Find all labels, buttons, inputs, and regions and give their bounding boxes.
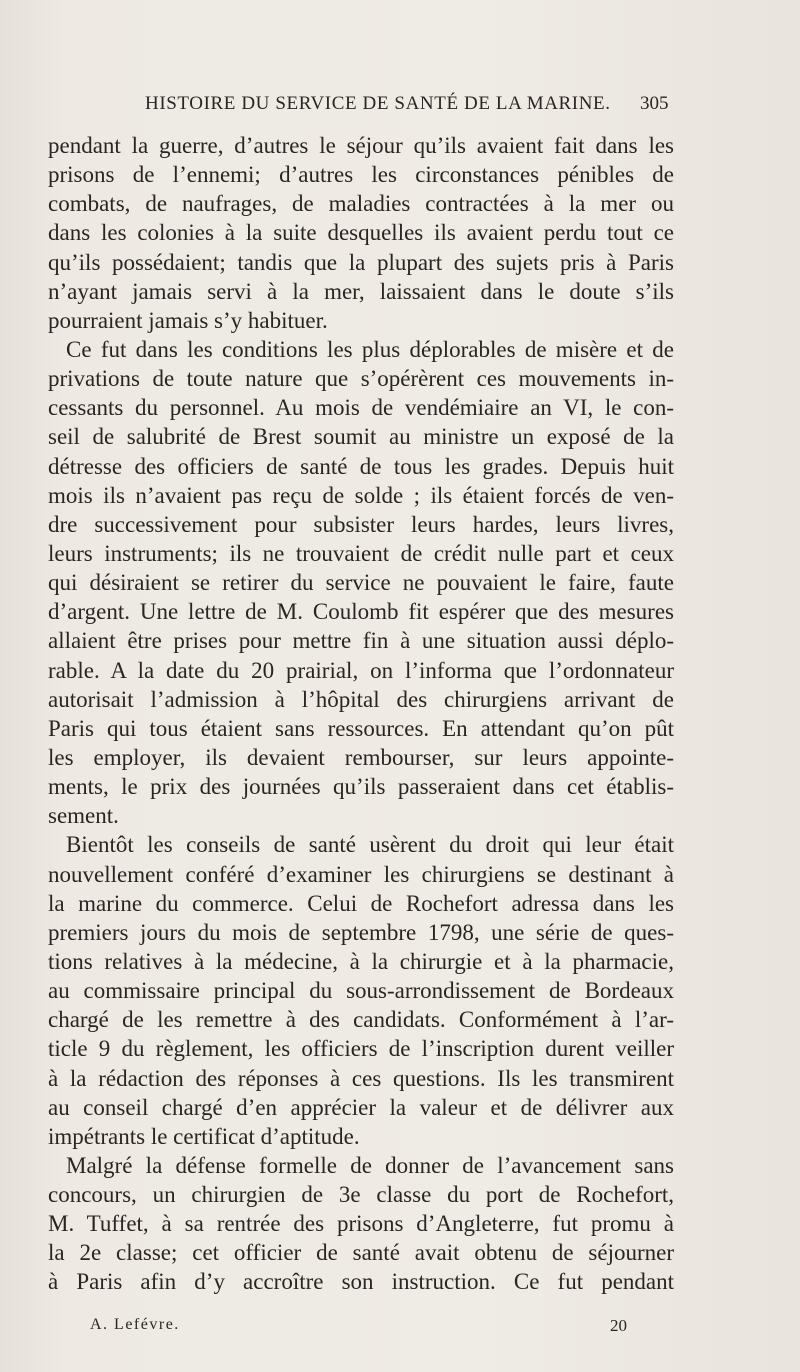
text-line: privations de toute nature que s’opérèrent ces mouvements in- xyxy=(48,366,674,392)
text-line: rable. A la date du 20 prairial, on l’informa que l’ordonnateur xyxy=(48,657,674,683)
sheet-number: 20 xyxy=(610,1316,627,1335)
text-line: combats, de naufrages, de maladies contractées à la mer ou xyxy=(48,191,674,217)
text-line: autorisait l’admission à l’hôpital des chirurgiens arrivant de xyxy=(48,686,674,712)
text-line: qui désiraient se retirer du service ne pouvaient le faire, faute xyxy=(48,570,674,596)
page-footer xyxy=(0,1316,800,1340)
text-line: concours, un chirurgien de 3e classe du port de Rochefort, xyxy=(48,1182,674,1208)
text-line: dre successivement pour subsister leurs hardes, leurs livres, xyxy=(48,511,674,537)
text-line: sement. xyxy=(48,803,119,829)
page-header xyxy=(0,93,800,123)
text-line: à Paris afin d’y accroître son instruction. Ce fut pendant xyxy=(48,1269,674,1295)
text-line: n’ayant jamais servi à la mer, laissaient dans le doute s’ils xyxy=(48,278,674,304)
text-line: qu’ils possédaient; tandis que la plupart des sujets pris à Paris xyxy=(48,249,674,275)
text-line: mois ils n’avaient pas reçu de solde ; ils étaient forcés de ven- xyxy=(48,482,674,508)
text-line: détresse des officiers de santé de tous les grades. Depuis huit xyxy=(48,453,674,479)
text-line: allaient être prises pour mettre fin à une situation aussi déplo- xyxy=(48,628,674,654)
text-line: au commissaire principal du sous-arrondissement de Bordeaux xyxy=(48,978,674,1004)
text-line: leurs instruments; ils ne trouvaient de crédit nulle part et ceux xyxy=(48,540,674,566)
text-line: pendant la guerre, d’autres le séjour qu’ils avaient fait dans les xyxy=(48,133,674,158)
text-line: Paris qui tous étaient sans ressources. En attendant qu’on pût xyxy=(48,715,674,741)
running-head: HISTOIRE DU SERVICE DE SANTÉ DE LA MARINE. xyxy=(145,93,611,114)
text-line: ments, le prix des journées qu’ils passeraient dans cet établis- xyxy=(48,774,674,800)
body-text xyxy=(48,131,674,1297)
text-line: pourraient jamais s’y habituer. xyxy=(48,307,328,333)
text-line: d’argent. Une lettre de M. Coulomb fit espérer que des mesures xyxy=(48,599,674,625)
text-line: M. Tuffet, à sa rentrée des prisons d’Angleterre, fut promu à xyxy=(48,1211,674,1237)
text-line: cessants du personnel. Au mois de vendémiaire an VI, le con- xyxy=(48,395,674,421)
text-line: la marine du commerce. Celui de Rochefort adressa dans les xyxy=(48,890,674,916)
printer-signature: A. Lefévre. xyxy=(90,1316,180,1333)
text-line: au conseil chargé d’en apprécier la valeur et de délivrer aux xyxy=(48,1094,674,1120)
text-line: les employer, ils devaient rembourser, sur leurs appointe- xyxy=(48,744,674,770)
text-line: prisons de l’ennemi; d’autres les circonstances pénibles de xyxy=(48,162,674,188)
text-line: premiers jours du mois de septembre 1798, une série de ques- xyxy=(48,919,674,945)
text-line: à la rédaction des réponses à ces questions. Ils les transmirent xyxy=(48,1065,674,1091)
text-line: Bientôt les conseils de santé usèrent du droit qui leur était xyxy=(66,832,674,858)
text-line: impétrants le certificat d’aptitude. xyxy=(48,1123,360,1149)
text-line: ticle 9 du règlement, les officiers de l’inscription durent veiller xyxy=(48,1036,674,1062)
text-line: la 2e classe; cet officier de santé avait obtenu de séjourner xyxy=(48,1240,674,1266)
text-line: seil de salubrité de Brest soumit au ministre un exposé de la xyxy=(48,424,674,450)
text-line: chargé de les remettre à des candidats. Conformément à l’ar- xyxy=(48,1007,674,1033)
page-number: 305 xyxy=(640,93,669,114)
text-line: Ce fut dans les conditions les plus déplorables de misère et de xyxy=(66,336,674,362)
text-line: nouvellement conféré d’examiner les chirurgiens se destinant à xyxy=(48,861,674,887)
text-line: dans les colonies à la suite desquelles ils avaient perdu tout ce xyxy=(48,220,674,246)
text-line: tions relatives à la médecine, à la chirurgie et à la pharmacie, xyxy=(48,948,674,974)
text-line: Malgré la défense formelle de donner de l’avancement sans xyxy=(66,1152,674,1178)
